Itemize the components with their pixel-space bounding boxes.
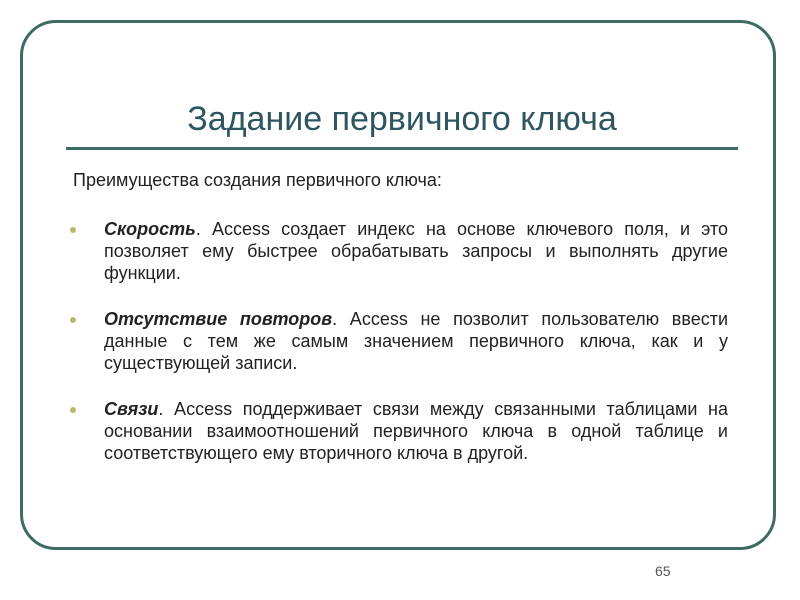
page-number: 65 — [655, 563, 671, 579]
title-divider — [66, 147, 738, 150]
bullet-term: Скорость — [104, 219, 196, 239]
bullet-item-relations — [68, 398, 728, 464]
bullet-text: . Access создает индекс на основе ключевого поля, и это позволяет ему быстрее обрабатывать запросы и выполнять другие функции. — [104, 219, 728, 283]
bullet-dot-icon — [70, 317, 76, 323]
bullet-item-speed — [68, 218, 728, 284]
bullet-dot-icon — [70, 227, 76, 233]
intro-text: Преимущества создания первичного ключа: — [73, 170, 442, 190]
bullet-text: . Access поддерживает связи между связанными таблицами на основании взаимоотношений первичного ключа в одной таблице и соответствующего ему вторичного ключа в другой. — [104, 399, 728, 463]
bullet-list — [68, 218, 728, 488]
slide-title: Задание первичного ключа — [187, 100, 617, 138]
bullet-term: Отсутствие повторов — [104, 309, 333, 329]
bullet-text: . Access не позволит пользователю ввести данные с тем же самым значением первичного ключа, как и у существующей записи. — [104, 309, 729, 373]
bullet-term: Связи — [104, 399, 159, 419]
bullet-dot-icon — [70, 407, 76, 413]
bullet-item-no-duplicates — [68, 308, 728, 374]
